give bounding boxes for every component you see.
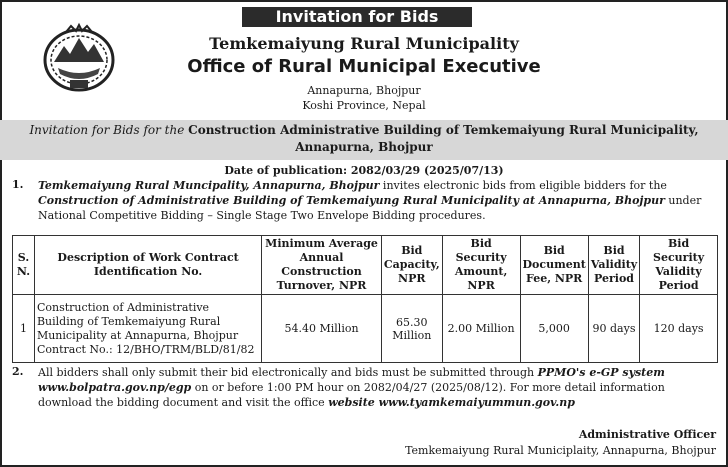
para-1-text-b: under National Competitive Bidding – Single Stage Two Envelope Bidding procedures. [38, 194, 702, 222]
office-name: Office of Rural Municipal Executive [187, 56, 541, 77]
address-line-2: Koshi Province, Nepal [302, 99, 426, 112]
cell-fee: 5,000 [520, 295, 588, 363]
para-1-text-a: invites electronic bids from eligible bidders for the [379, 179, 667, 192]
header-sn: S. N. [13, 236, 35, 295]
header-capacity: Bid Capacity, NPR [381, 236, 442, 295]
header-turnover: Minimum Average Annual Construction Turnover, NPR [262, 236, 382, 295]
contract-number: Contract No.: 12/BHO/TRM/BLD/81/82 [36, 342, 255, 356]
cell-security: 2.00 Million [442, 295, 520, 363]
header-security: Bid Security Amount, NPR [442, 236, 520, 295]
para-2-text-b: on or before 1:00 PM hour on 2082/04/27 (2025/08/12). For more detail information download the bidding document and visit the office [38, 381, 665, 409]
bids-table [12, 235, 718, 363]
para-2-number: 2. [12, 365, 24, 378]
cell-description [34, 295, 261, 363]
signature-title: Administrative Officer [578, 428, 716, 441]
cell-security-validity: 120 days [640, 295, 718, 363]
cell-capacity: 65.30 Million [381, 295, 442, 363]
signature-org: Temkemaiyung Rural Municiplaity, Annapurna, Bhojpur [405, 444, 716, 457]
cell-validity: 90 days [588, 295, 639, 363]
header-validity: Bid Validity Period [588, 236, 639, 295]
subject-box [0, 120, 728, 160]
website-link[interactable]: website www.tyamkemaiyummun.gov.np [328, 396, 575, 409]
table-row [13, 295, 718, 363]
para-1-work: Construction of Administrative Building of Temkemaiyung Rural Municipality at Annapurna, Bhojpur [38, 194, 665, 207]
header-description: Description of Work Contract Identification No. [34, 236, 261, 295]
para-2-text-a: All bidders shall only submit their bid electronically and bids must be submitted through [38, 366, 538, 379]
egp-system-link[interactable]: PPMO's e-GP system www.bolpatra.gov.np/egp [38, 366, 665, 394]
para-1-entity: Temkemaiyung Rural Muncipality, Annapurna, Bhojpur [38, 179, 380, 192]
header-security-validity: Bid Security Validity Period [640, 236, 718, 295]
org-name: Temkemaiyung Rural Municipality [209, 34, 519, 53]
table-header-row [13, 236, 718, 295]
subject-lead: Invitation for Bids for the [29, 123, 189, 137]
subject-title: Construction Administrative Building of Temkemaiyung Rural Municipality, Annapurna, Bhojpur [188, 123, 699, 154]
para-1-number: 1. [12, 178, 24, 191]
header-fee: Bid Document Fee, NPR [520, 236, 588, 295]
publication-date: Date of publication: 2082/03/29 (2025/07/13) [224, 164, 504, 177]
banner-title: Invitation for Bids [242, 7, 472, 27]
para-1 [38, 178, 718, 223]
para-2 [38, 365, 718, 410]
cell-turnover: 54.40 Million [262, 295, 382, 363]
work-description: Construction of Administrative Building of Temkemaiyung Rural Municipality at Annapurna, Bhojpur [36, 300, 239, 342]
address-line-1: Annapurna, Bhojpur [307, 84, 421, 97]
cell-sn: 1 [13, 295, 35, 363]
